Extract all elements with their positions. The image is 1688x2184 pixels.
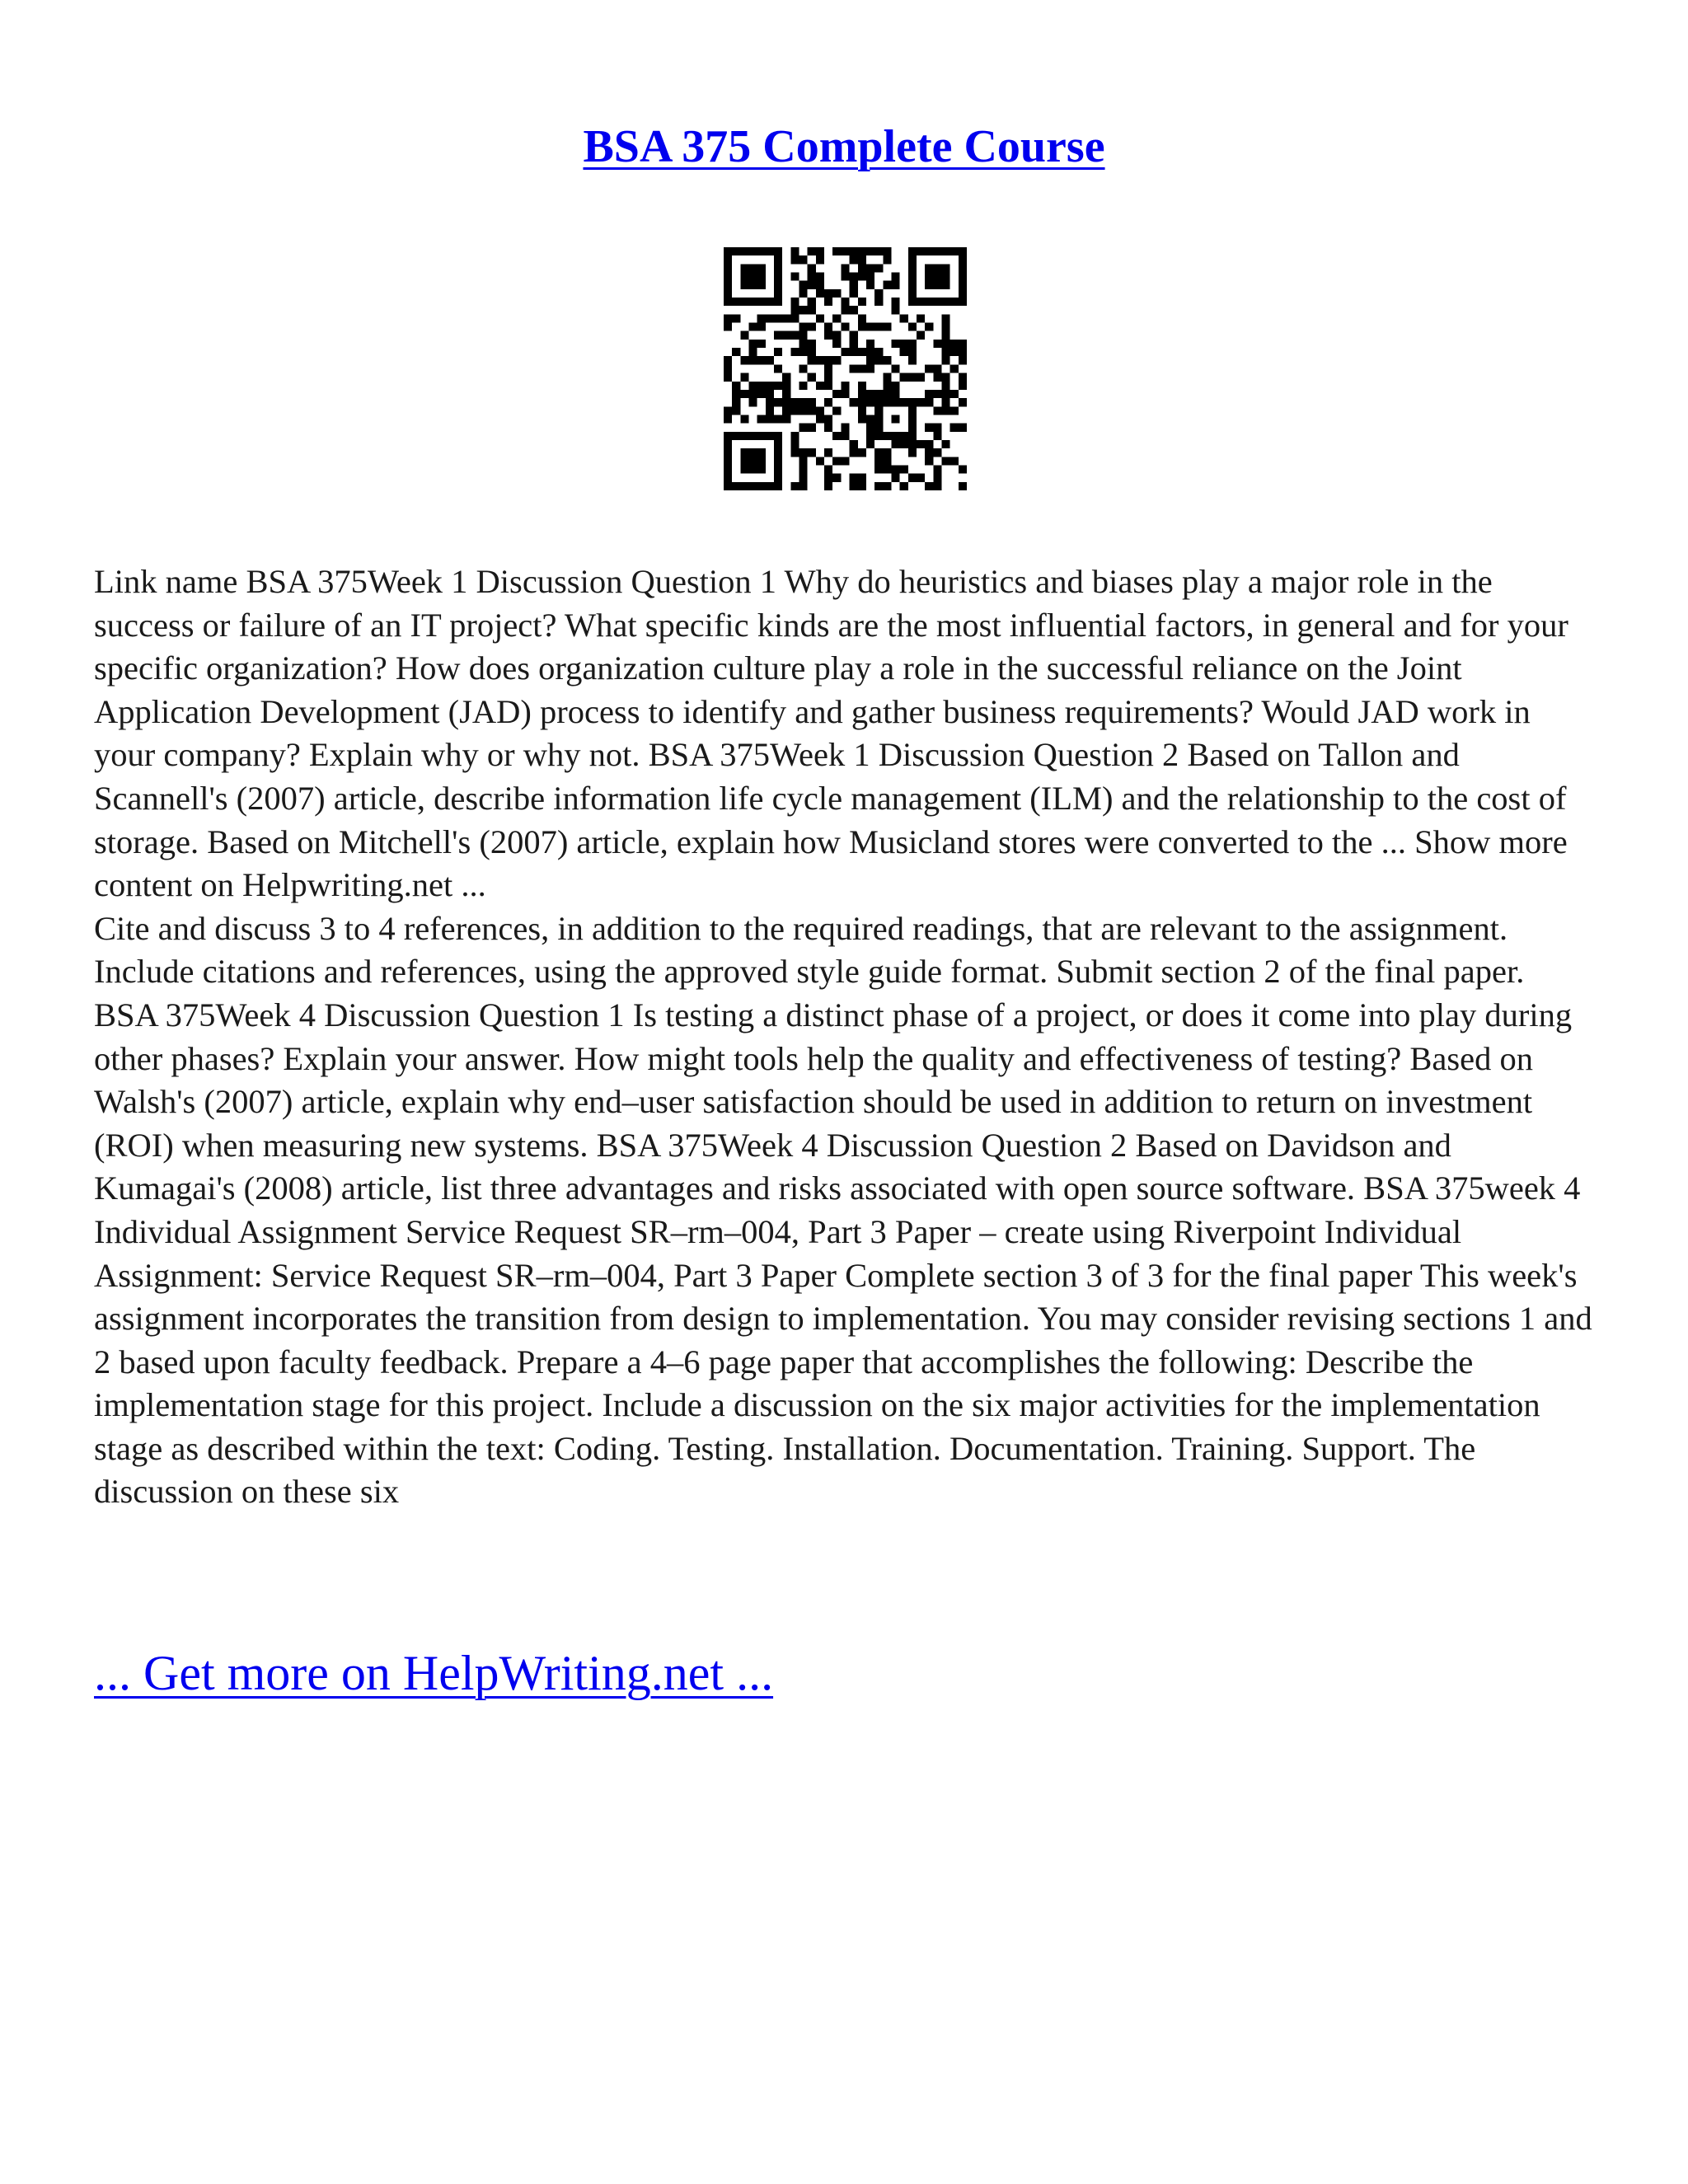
page-title [0,114,1688,180]
paragraph-1: Link name BSA 375Week 1 Discussion Question 1 Why do heuristics and biases play a major role in the success or failure of an IT project? What specific kinds are the most influential factors, in general and for your specific organization? How does organization culture play a role in the successful reliance on the Joint Application Development (JAD) process to identify and gather business requirements? Would JAD work in your company? Explain why or why not. BSA 375Week 1 Discussion Question 2 Based on Tallon and Scannell's (2007) article, describe information life cycle management (ILM) and the relationship to the cost of storage. Based on Mitchell's (2007) article, explain how Musicland stores were converted to the ... Show more content on Helpwriting.net ... [94,563,1568,904]
paragraph-2: Cite and discuss 3 to 4 references, in addition to the required readings, that are relevant to the assignment. Include citations and references, using the approved style guide format. Submit section 2 of the final paper. BSA 375Week 4 Discussion Question 1 Is testing a distinct phase of a project, or does it come into play during other phases? Explain your answer. How might tools help the quality and effectiveness of testing? Based on Walsh's (2007) article, explain why end–user satisfaction should be used in addition to return on investment (ROI) when measuring new systems. BSA 375Week 4 Discussion Question 2 Based on Davidson and Kumagai's (2008) article, list three advantages and risks associated with open source software. BSA 375week 4 Individual Assignment Service Request SR–rm–004, Part 3 Paper – create using Riverpoint Individual Assignment: Service Request SR–rm–004, Part 3 Paper Complete section 3 of 3 for the final paper This week's assignment incorporates the transition from design to implementation. You may consider revising sections 1 and 2 based upon faculty feedback. Prepare a 4–6 page paper that accomplishes the following: Describe the implementation stage for this project. Include a discussion on the six major activities for the implementation stage as described within the text: Coding. Testing. Installation. Documentation. Training. Support. The discussion on these six [94,909,1592,1511]
title-link[interactable]: BSA 375 Complete Course [583,121,1105,172]
get-more-link[interactable]: ... Get more on HelpWriting.net ... [94,1646,774,1700]
body-text [94,560,1594,1514]
get-more-link-container [94,1640,773,1706]
qr-code-icon [724,247,967,490]
